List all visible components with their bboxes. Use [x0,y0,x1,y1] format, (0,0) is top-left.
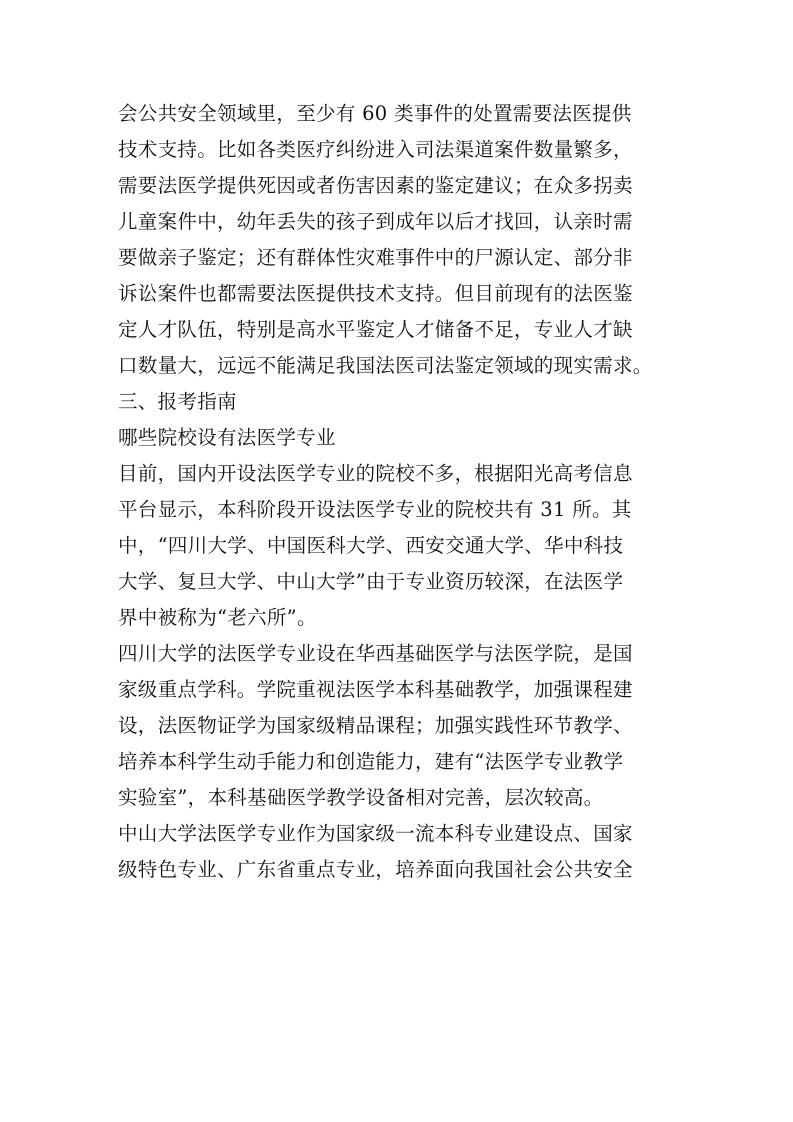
text-line: 口数量大，远远不能满足我国法医司法鉴定领域的现实需求。 [118,354,653,377]
text-line: 要做亲子鉴定；还有群体性灾难事件中的尸源认定、部分非 [118,246,633,269]
text-line: 设，法医物证学为国家级精品课程；加强实践性环节教学、 [118,714,633,737]
subsection-heading: 哪些院校设有法医学专业 [118,426,336,449]
text-line: 大学、复旦大学、中山大学”由于专业资历较深，在法医学 [118,570,624,593]
text-line: 实验室”，本科基础医学教学设备相对完善，层次较高。 [118,786,604,809]
text-line: 中，“四川大学、中国医科大学、西安交通大学、华中科技 [118,534,624,557]
section-heading: 三、报考指南 [118,390,237,413]
text-line: 界中被称为“老六所”。 [118,606,317,629]
text-line: 需要法医学提供死因或者伤害因素的鉴定建议；在众多拐卖 [118,174,633,197]
text-line: 定人才队伍，特别是高水平鉴定人才储备不足，专业人才缺 [118,318,633,341]
text-line: 培养本科学生动手能力和创造能力，建有“法医学专业教学 [118,750,624,773]
text-line: 家级重点学科。学院重视法医学本科基础教学，加强课程建 [118,678,633,701]
text-line: 儿童案件中，幼年丢失的孩子到成年以后才找回，认亲时需 [118,210,633,233]
text-line: 四川大学的法医学专业设在华西基础医学与法医学院，是国 [118,642,633,665]
text-line: 平台显示，本科阶段开设法医学专业的院校共有 31 所。其 [118,498,632,521]
text-line: 级特色专业、广东省重点专业，培养面向我国社会公共安全 [118,858,633,881]
text-line: 技术支持。比如各类医疗纠纷进入司法渠道案件数量繁多， [118,138,633,161]
text-line: 会公共安全领域里，至少有 60 类事件的处置需要法医提供 [118,102,632,125]
text-line: 诉讼案件也都需要法医提供技术支持。但目前现有的法医鉴 [118,282,633,305]
text-line: 中山大学法医学专业作为国家级一流本科专业建设点、国家 [118,822,633,845]
document-page [118,96,686,888]
text-line: 目前，国内开设法医学专业的院校不多，根据阳光高考信息 [118,462,633,485]
